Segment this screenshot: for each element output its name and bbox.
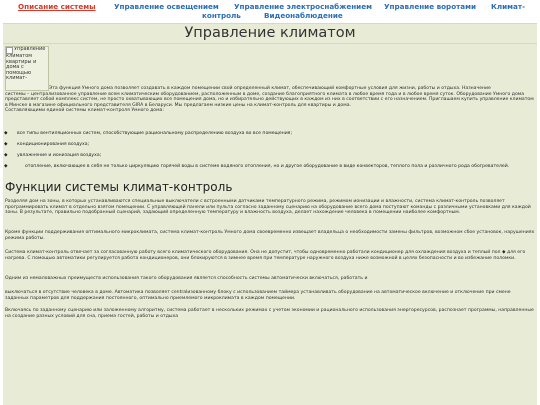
paragraph-coordination: Система климат-контроль отвечает за согласованную работу всего климатического оборудования. Она не допустит, чтобы одновременно работали кондиционер для охлаждения воздуха и теплый пол ◆ для его нагрева. С помощью автоматики регулируется работа кондиционеров, они блокируются в зимнее время при температуре наружного воздуха ниже возможной в целях безопасности и во избежание поломки.: [5, 250, 526, 261]
paragraph-automation: выключаться в отсутствие человека в доме. Автоматика позволяет centralизованному блоку с использованием таймера устанавливать оборудование на автоматическое включение и отключение при смене заданных параметров для поддержания постоянного, оптимально приемлемого микроклимата в каждом помещении.: [5, 290, 511, 301]
paragraph-notifications: Кроме функции поддерживания оптимального микроклимата, система климат-контроль Умного дома своевременно извещает владельца о необходимости замены фильтров, возможном сбое установок, нарушениях режима работы.: [5, 230, 535, 241]
bullet-diamond-icon: ◆: [4, 142, 8, 147]
bullet-diamond-icon: ◆: [4, 131, 8, 136]
intro-paragraph: [5, 92, 535, 114]
nav-link-system-description[interactable]: Описание системы: [18, 2, 96, 11]
intro-rest-text: системы – централизованное управление всем климатическим оборудованием, расположенным в доме, создание благоприятного климата в любое время года и в любое время суток. Оборудование Умного дома представляет собой комплекс систем, не просто охватывающих все помещения дома, но и избирательно действующих в каждом из них в соответствии с его назначением. Приглашаем купить управление климатом в Минске в магазине официального представителя GIRA в Беларуси. Мы предлагаем низкие цены на климат-контроль для квартиры и дома.: [5, 91, 534, 108]
bullet-diamond-icon: ◆: [4, 153, 8, 158]
list-item-text: все типы вентиляционных систем, способствующие рациональному распределению воздуха во все помещения;: [17, 131, 292, 136]
paragraph-advantages: Одним из немаловажных преимуществ использования такого оборудования является способность системы автоматически включаться, работать и: [5, 276, 368, 281]
list-item-text: увлажнение и ионизация воздуха;: [17, 153, 102, 158]
bullet-diamond-icon: ◆: [4, 164, 8, 169]
nav-link-gate-control[interactable]: Управление воротами: [384, 2, 477, 11]
paragraph-zones: Разделяя дом на зоны, в которых устанавливаются специальные выключатели с встроенными датчиками температурного режима, режимом ионизации и влажности, система климат-контроль позволяет программировать климат в отдельно взятом помещении. С управляющей панели или пульта согласно заданному сценарию на оборудование всего дома поступают команды с различными установками для каждой зоны. В результате, правильно подобранный сценарий, задающий определенную температуру и влажность воздуха, делает нахождение человека в помещении наиболее комфортным.: [5, 199, 531, 216]
intro-components-text: Составляющими единой системы климат-контроля Умного дома:: [5, 108, 164, 114]
list-item-text: отопление, включающее в себя не только циркуляцию горячей воды в системе водяного отопления, но и другое оборудование в виде конвекторов, теплого пола и различного рода обогревателей.: [25, 164, 510, 169]
paragraph-scenarios: Включаясь по заданному сценарию или заложенному алгоритму, система работает в нескольких режимах с учетом экономии и рационального использования энергоресурсов, распознает программы, направленные на создание разных условий для сна, приема гостей, работы и отдыха: [5, 308, 534, 319]
nav-link-climate-control-cont[interactable]: контроль: [202, 10, 241, 20]
climate-image-placeholder: [5, 46, 49, 91]
section-heading: Функции системы климат-контроль: [5, 180, 233, 194]
page-title-bar: [3, 23, 537, 44]
intro-first-line: Эта функция Умного дома позволяет создавать в каждом помещении свой определенный климат, обеспечивающий комфортные условия для жизни, работы и отдыха. Назначение: [49, 86, 491, 91]
nav-link-climate-control[interactable]: Климат-: [491, 2, 526, 11]
main-content: [3, 44, 537, 405]
page-title: Управление климатом: [184, 25, 356, 41]
nav-link-power-control[interactable]: Управление электроснабжением: [234, 2, 372, 11]
list-item-text: кондиционирования воздуха;: [17, 142, 90, 147]
top-navigation: [0, 0, 540, 22]
nav-link-video-surveillance[interactable]: Видеонаблюдение: [264, 10, 343, 20]
image-alt-text: Управление климатом квартиры и дома с помощью климат-: [6, 46, 46, 82]
nav-link-lighting-control[interactable]: Управление освещением: [114, 2, 219, 11]
